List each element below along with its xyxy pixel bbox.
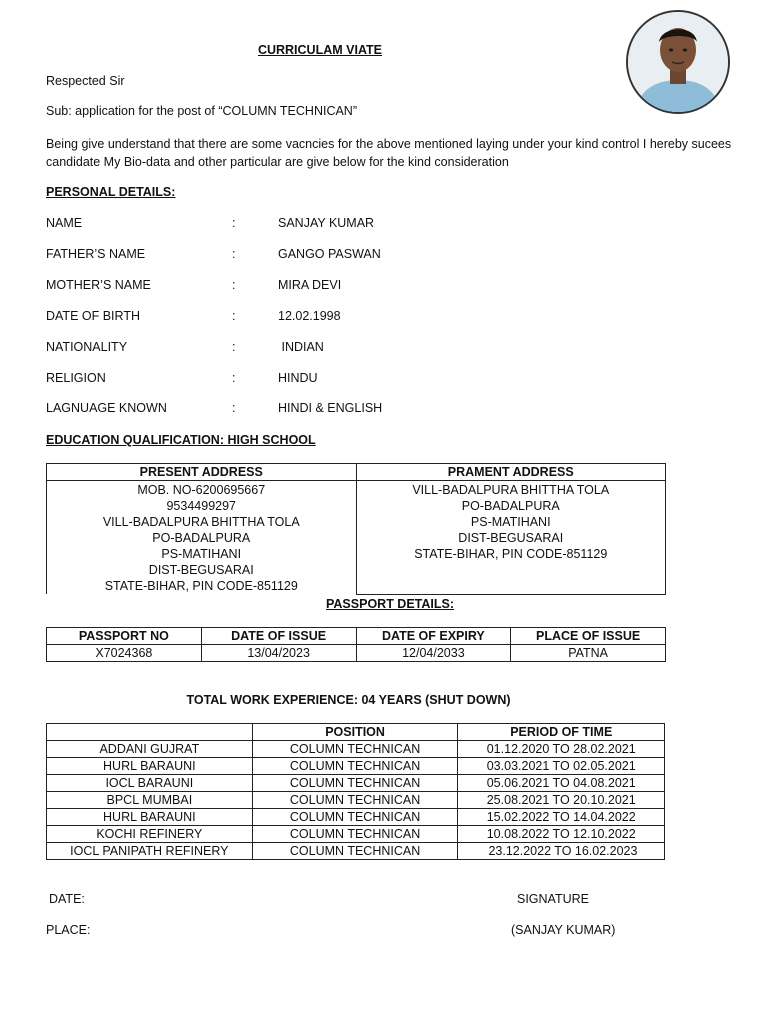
detail-value-nationality: INDIAN: [278, 340, 324, 354]
work-period: 15.02.2022 TO 14.04.2022: [458, 809, 665, 826]
passport-number: X7024368: [47, 645, 202, 662]
address-line: PO-BADALPURA: [152, 531, 251, 545]
address-line: STATE-BIHAR, PIN CODE-851129: [414, 547, 608, 561]
detail-label: NAME: [46, 216, 83, 230]
work-period: 03.03.2021 TO 02.05.2021: [458, 758, 665, 775]
date-label: DATE:: [49, 892, 85, 906]
address-line: PS-MATIHANI: [470, 515, 551, 529]
subject-line: Sub: application for the post of “COLUMN TECHNICAN”: [46, 104, 357, 118]
passport-issue-place: PATNA: [511, 645, 666, 662]
detail-colon: :: [232, 247, 236, 261]
address-line: VILL-BADALPURA BHITTHA TOLA: [412, 483, 610, 497]
detail-colon: :: [232, 371, 236, 385]
detail-colon: :: [232, 340, 236, 354]
table-row: [47, 741, 665, 758]
passport-heading: PASSPORT DETAILS:: [326, 597, 455, 611]
work-company: HURL BARAUNI: [47, 758, 253, 775]
address-line: PS-MATIHANI: [161, 547, 242, 561]
address-line: STATE-BIHAR, PIN CODE-851129: [104, 579, 298, 593]
detail-value-language: HINDI & ENGLISH: [278, 401, 383, 415]
work-period: 05.06.2021 TO 04.08.2021: [458, 775, 665, 792]
work-position: COLUMN TECHNICAN: [252, 809, 458, 826]
personal-details-heading: PERSONAL DETAILS:: [46, 185, 176, 199]
address-line: DIST-BEGUSARAI: [148, 563, 254, 577]
work-position: COLUMN TECHNICAN: [252, 741, 458, 758]
work-experience-table: [46, 723, 665, 860]
intro-paragraph: Being give understand that there are some vacncies for the above mentioned laying under your kind control I hereby sucees candidate My Bio-data and other particular are give below for the kind consideration: [46, 137, 732, 169]
detail-label: NATIONALITY: [46, 340, 128, 354]
passport-header: PLACE OF ISSUE: [511, 628, 666, 645]
passport-header: DATE OF ISSUE: [201, 628, 356, 645]
detail-colon: :: [232, 278, 236, 292]
detail-colon: :: [232, 309, 236, 323]
work-position: COLUMN TECHNICAN: [252, 843, 458, 860]
education-heading: EDUCATION QUALIFICATION: HIGH SCHOOL: [46, 433, 316, 447]
work-company: IOCL PANIPATH REFINERY: [47, 843, 253, 860]
work-header-company: [47, 724, 253, 741]
signature-name: (SANJAY KUMAR): [511, 923, 616, 937]
work-period: 23.12.2022 TO 16.02.2023: [458, 843, 665, 860]
work-position: COLUMN TECHNICAN: [252, 758, 458, 775]
salutation: Respected Sir: [46, 74, 125, 88]
document-title: CURRICULAM VIATE: [257, 43, 383, 57]
table-row: [47, 758, 665, 775]
address-table: [46, 463, 666, 595]
table-row: [47, 775, 665, 792]
passport-table: [46, 627, 666, 662]
work-company: IOCL BARAUNI: [47, 775, 253, 792]
address-line: 9534499297: [166, 499, 237, 513]
detail-label: FATHER’S NAME: [46, 247, 146, 261]
present-address-header: PRESENT ADDRESS: [47, 464, 357, 481]
table-row: [47, 809, 665, 826]
work-position: COLUMN TECHNICAN: [252, 826, 458, 843]
profile-photo: [626, 10, 730, 114]
table-row: [47, 826, 665, 843]
detail-value-father: GANGO PASWAN: [278, 247, 381, 261]
work-header-position: POSITION: [252, 724, 458, 741]
address-line: PO-BADALPURA: [461, 499, 560, 513]
detail-colon: :: [232, 216, 236, 230]
work-company: HURL BARAUNI: [47, 809, 253, 826]
detail-value-dob: 12.02.1998: [278, 309, 341, 323]
address-line: DIST-BEGUSARAI: [458, 531, 564, 545]
permanent-address-cell: [356, 481, 666, 595]
passport-issue-date: 13/04/2023: [201, 645, 356, 662]
person-photo-icon: [628, 12, 728, 112]
detail-label: DATE OF BIRTH: [46, 309, 140, 323]
work-experience-heading: TOTAL WORK EXPERIENCE: 04 YEARS (SHUT DOWN): [186, 693, 511, 707]
detail-label: LAGNUAGE KNOWN: [46, 401, 167, 415]
passport-header: PASSPORT NO: [47, 628, 202, 645]
address-line: VILL-BADALPURA BHITTHA TOLA: [102, 515, 300, 529]
detail-value-name: SANJAY KUMAR: [278, 216, 375, 230]
work-position: COLUMN TECHNICAN: [252, 775, 458, 792]
work-period: 25.08.2021 TO 20.10.2021: [458, 792, 665, 809]
permanent-address-header: PRAMENT ADDRESS: [356, 464, 666, 481]
detail-value-mother: MIRA DEVI: [278, 278, 342, 292]
present-address-cell: [47, 481, 357, 595]
work-header-period: PERIOD OF TIME: [458, 724, 665, 741]
table-row: [47, 792, 665, 809]
passport-header: DATE OF EXPIRY: [356, 628, 511, 645]
detail-label: MOTHER’S NAME: [46, 278, 151, 292]
address-line: MOB. NO-6200695667: [137, 483, 266, 497]
place-label: PLACE:: [46, 923, 91, 937]
table-row: [47, 843, 665, 860]
work-period: 10.08.2022 TO 12.10.2022: [458, 826, 665, 843]
signature-label: SIGNATURE: [517, 892, 589, 906]
work-period: 01.12.2020 TO 28.02.2021: [458, 741, 665, 758]
work-position: COLUMN TECHNICAN: [252, 792, 458, 809]
work-company: KOCHI REFINERY: [47, 826, 253, 843]
work-company: BPCL MUMBAI: [47, 792, 253, 809]
detail-value-religion: HINDU: [278, 371, 318, 385]
detail-label: RELIGION: [46, 371, 106, 385]
detail-colon: :: [232, 401, 236, 415]
passport-expiry-date: 12/04/2033: [356, 645, 511, 662]
work-company: ADDANI GUJRAT: [47, 741, 253, 758]
